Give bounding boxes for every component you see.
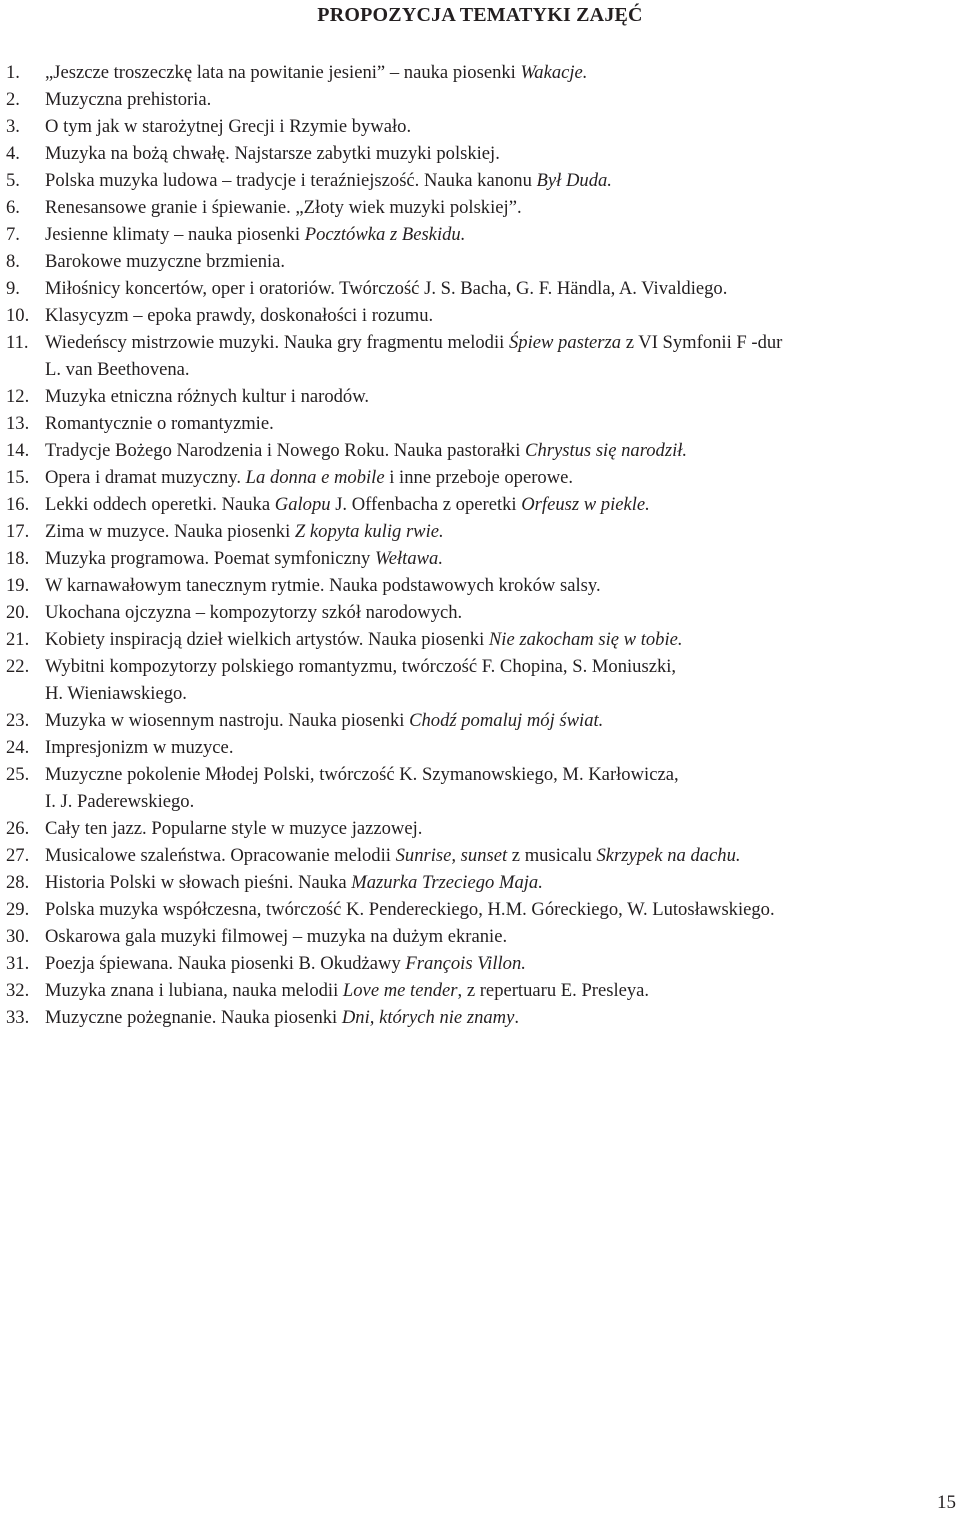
list-item xyxy=(0,437,958,464)
item-number: 33. xyxy=(6,1007,30,1028)
list-item xyxy=(0,86,958,113)
text-segment: Wiedeńscy mistrzowie muzyki. Nauka gry fragmentu melodii xyxy=(45,332,509,353)
text-segment: z musicalu xyxy=(507,845,597,866)
text-segment: Opera i dramat muzyczny. xyxy=(45,467,246,488)
text-segment: Cały ten jazz. Popularne style w muzyce jazzowej. xyxy=(45,818,423,839)
list-item xyxy=(0,221,958,248)
list-item xyxy=(0,842,958,869)
item-continuation xyxy=(45,788,958,815)
list-item xyxy=(0,599,958,626)
text-segment: W karnawałowym tanecznym rytmie. Nauka podstawowych kroków salsy. xyxy=(45,575,601,596)
item-number: 21. xyxy=(6,629,30,650)
text-segment: I. J. Paderewskiego. xyxy=(45,791,195,812)
topic-list xyxy=(0,59,958,1031)
italic-title: Wakacje. xyxy=(520,62,588,83)
item-number: 7. xyxy=(6,224,20,245)
text-segment: Musicalowe szaleństwa. Opracowanie melodii xyxy=(45,845,396,866)
item-number: 19. xyxy=(6,575,30,596)
list-item xyxy=(0,545,958,572)
item-number: 14. xyxy=(6,440,30,461)
text-segment: J. Offenbacha z operetki xyxy=(330,494,522,515)
item-number: 1. xyxy=(6,62,20,83)
item-number: 25. xyxy=(6,764,30,785)
text-segment: H. Wieniawskiego. xyxy=(45,683,187,704)
list-item xyxy=(0,761,958,815)
item-number: 11. xyxy=(6,332,29,353)
item-number: 32. xyxy=(6,980,30,1001)
italic-title: Chodź pomaluj mój świat. xyxy=(409,710,604,731)
italic-title: Był Duda. xyxy=(536,170,612,191)
text-segment: Polska muzyka ludowa – tradycje i teraźniejszość. Nauka kanonu xyxy=(45,170,537,191)
text-segment: Muzyczne pokolenie Młodej Polski, twórczość K. Szymanowskiego, M. Karłowicza, xyxy=(45,764,679,785)
list-item xyxy=(0,140,958,167)
italic-title: Pocztówka z Beskidu. xyxy=(304,224,466,245)
item-number: 15. xyxy=(6,467,30,488)
text-segment: z VI Symfonii F -dur xyxy=(621,332,783,353)
text-segment: Oskarowa gala muzyki filmowej – muzyka na dużym ekranie. xyxy=(45,926,508,947)
list-item xyxy=(0,167,958,194)
text-segment: Renesansowe granie i śpiewanie. „Złoty wiek muzyki polskiej”. xyxy=(45,197,522,218)
text-segment: Ukochana ojczyzna – kompozytorzy szkół narodowych. xyxy=(45,602,463,623)
item-number: 13. xyxy=(6,413,30,434)
italic-title: Love me tender xyxy=(342,980,458,1001)
item-number: 20. xyxy=(6,602,30,623)
list-item xyxy=(0,734,958,761)
list-item xyxy=(0,626,958,653)
item-number: 26. xyxy=(6,818,30,839)
item-number: 30. xyxy=(6,926,30,947)
item-number: 3. xyxy=(6,116,20,137)
item-number: 8. xyxy=(6,251,20,272)
item-number: 24. xyxy=(6,737,30,758)
text-segment: . xyxy=(514,1007,519,1028)
item-number: 6. xyxy=(6,197,20,218)
text-segment: Klasycyzm – epoka prawdy, doskonałości i rozumu. xyxy=(45,305,434,326)
list-item xyxy=(0,275,958,302)
italic-title: Wełtawa. xyxy=(374,548,443,569)
text-segment: L. van Beethovena. xyxy=(45,359,190,380)
italic-title: Galopu xyxy=(274,494,331,515)
italic-title: Dni, których nie znamy xyxy=(341,1007,515,1028)
item-number: 4. xyxy=(6,143,20,164)
list-item xyxy=(0,518,958,545)
italic-title: Sunrise, sunset xyxy=(395,845,508,866)
text-segment: Jesienne klimaty – nauka piosenki xyxy=(45,224,305,245)
text-segment: Muzyka etniczna różnych kultur i narodów. xyxy=(45,386,370,407)
italic-title: Chrystus się narodził. xyxy=(525,440,688,461)
text-segment: Lekki oddech operetki. Nauka xyxy=(45,494,275,515)
italic-title: Mazurka Trzeciego Maja. xyxy=(351,872,543,893)
text-segment: Barokowe muzyczne brzmienia. xyxy=(45,251,286,272)
list-item xyxy=(0,410,958,437)
item-continuation xyxy=(45,680,958,707)
list-item xyxy=(0,869,958,896)
item-number: 10. xyxy=(6,305,30,326)
list-item xyxy=(0,653,958,707)
text-segment: Muzyka na bożą chwałę. Najstarsze zabytki muzyki polskiej. xyxy=(45,143,500,164)
text-segment: Wybitni kompozytorzy polskiego romantyzmu, twórczość F. Chopina, S. Moniuszki, xyxy=(45,656,677,677)
list-item xyxy=(0,464,958,491)
list-item xyxy=(0,113,958,140)
list-item xyxy=(0,329,958,383)
italic-title: Śpiew pasterza xyxy=(508,332,622,353)
text-segment: i inne przeboje operowe. xyxy=(384,467,574,488)
list-item xyxy=(0,383,958,410)
item-number: 17. xyxy=(6,521,30,542)
text-segment: Muzyka programowa. Poemat symfoniczny xyxy=(45,548,375,569)
item-number: 16. xyxy=(6,494,30,515)
list-item xyxy=(0,896,958,923)
text-segment: Muzyka w wiosennym nastroju. Nauka piosenki xyxy=(45,710,410,731)
text-segment: Romantycznie o romantyzmie. xyxy=(45,413,274,434)
text-segment: „Jeszcze troszeczkę lata na powitanie jesieni” – nauka piosenki xyxy=(45,62,521,83)
list-item xyxy=(0,950,958,977)
item-number: 22. xyxy=(6,656,30,677)
list-item xyxy=(0,707,958,734)
item-number: 29. xyxy=(6,899,30,920)
list-item xyxy=(0,302,958,329)
italic-title: La donna e mobile xyxy=(245,467,385,488)
text-segment: Kobiety inspiracją dzieł wielkich artystów. Nauka piosenki xyxy=(45,629,489,650)
text-segment: Poezja śpiewana. Nauka piosenki B. Okudżawy xyxy=(45,953,406,974)
page-number: 15 xyxy=(937,1492,956,1513)
text-segment: Muzyczne pożegnanie. Nauka piosenki xyxy=(45,1007,342,1028)
list-item xyxy=(0,248,958,275)
item-number: 12. xyxy=(6,386,30,407)
list-item xyxy=(0,194,958,221)
item-continuation xyxy=(45,356,958,383)
text-segment: Miłośnicy koncertów, oper i oratoriów. Twórczość J. S. Bacha, G. F. Händla, A. Vivaldiego. xyxy=(45,278,728,299)
page-title: PROPOZYCJA TEMATYKI ZAJĘĆ xyxy=(317,4,643,26)
list-item xyxy=(0,977,958,1004)
list-item xyxy=(0,815,958,842)
text-segment: , z repertuaru E. Presleya. xyxy=(457,980,650,1001)
italic-title: Skrzypek na dachu. xyxy=(596,845,741,866)
text-segment: O tym jak w starożytnej Grecji i Rzymie bywało. xyxy=(45,116,412,137)
item-number: 23. xyxy=(6,710,30,731)
italic-title: François Villon. xyxy=(405,953,526,974)
item-number: 9. xyxy=(6,278,20,299)
list-item xyxy=(0,491,958,518)
item-number: 18. xyxy=(6,548,30,569)
italic-title: Z kopyta kulig rwie. xyxy=(294,521,444,542)
text-segment: Polska muzyka współczesna, twórczość K. Pendereckiego, H.M. Góreckiego, W. Lutosławskiego. xyxy=(45,899,775,920)
list-item xyxy=(0,59,958,86)
item-number: 31. xyxy=(6,953,30,974)
item-number: 2. xyxy=(6,89,20,110)
list-item xyxy=(0,572,958,599)
item-number: 27. xyxy=(6,845,30,866)
text-segment: Muzyka znana i lubiana, nauka melodii xyxy=(45,980,343,1001)
text-segment: Zima w muzyce. Nauka piosenki xyxy=(45,521,295,542)
text-segment: Muzyczna prehistoria. xyxy=(45,89,212,110)
item-number: 28. xyxy=(6,872,30,893)
list-item xyxy=(0,923,958,950)
text-segment: Historia Polski w słowach pieśni. Nauka xyxy=(45,872,352,893)
italic-title: Nie zakocham się w tobie. xyxy=(488,629,683,650)
italic-title: Orfeusz w piekle. xyxy=(521,494,650,515)
item-number: 5. xyxy=(6,170,20,191)
list-item xyxy=(0,1004,958,1031)
text-segment: Impresjonizm w muzyce. xyxy=(45,737,234,758)
text-segment: Tradycje Bożego Narodzenia i Nowego Roku. Nauka pastorałki xyxy=(45,440,526,461)
